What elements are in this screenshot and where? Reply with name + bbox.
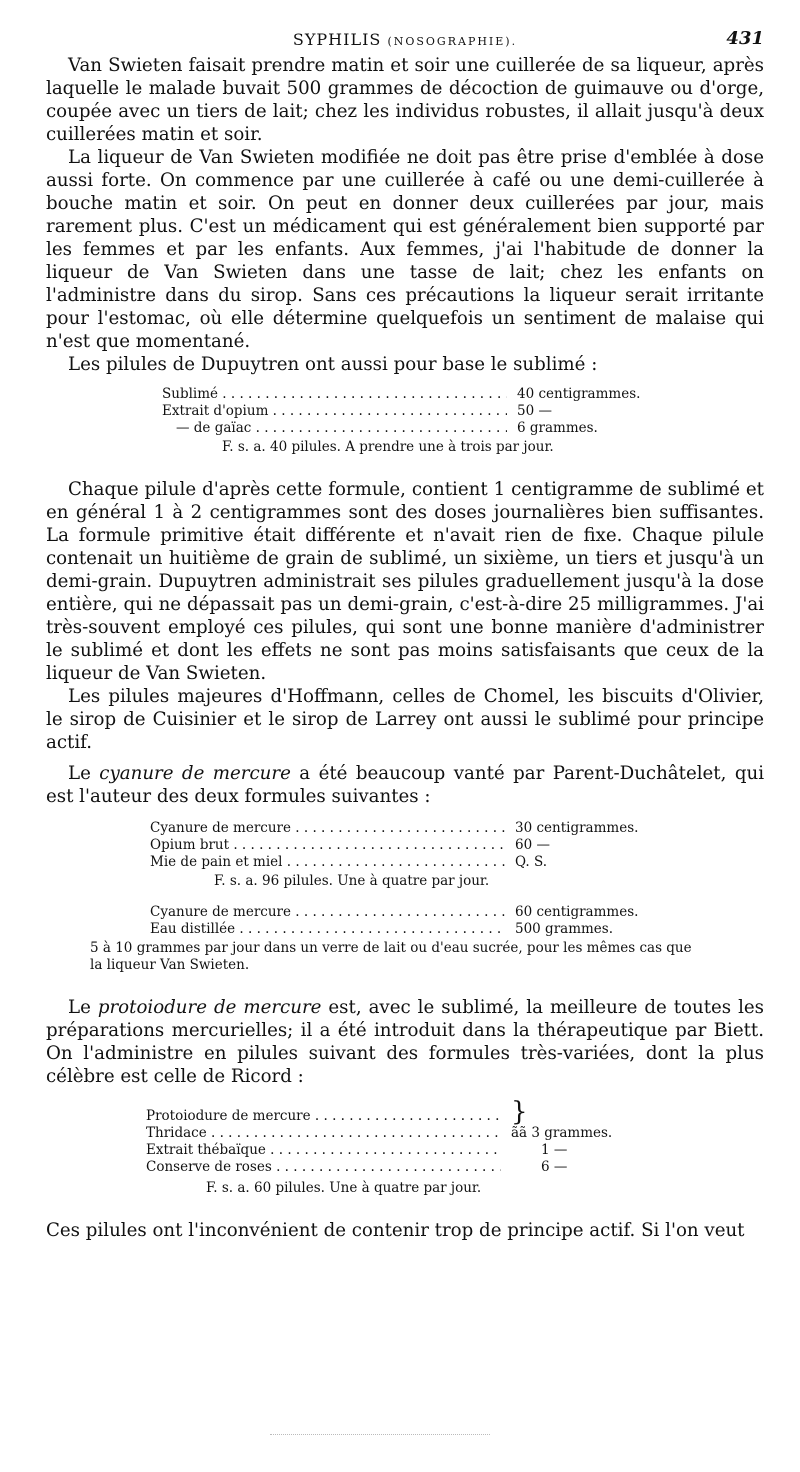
ingredient-qty: 500 grammes. <box>515 921 614 937</box>
ingredient-name: Mie de pain et miel <box>150 854 283 870</box>
formula-row <box>150 921 650 938</box>
formula-dupuytren <box>162 386 642 456</box>
formula-row <box>146 1159 666 1176</box>
formula-note: 5 à 10 grammes par jour dans un verre de lait ou d'eau sucrée, pour les mêmes cas que la liqueur Van Swieten. <box>90 940 692 973</box>
ingredient-name: Extrait d'opium <box>162 403 269 419</box>
emphasis-protoiodure: protoiodure de mercure <box>97 997 322 1018</box>
ingredient-qty: 60 centigrammes. <box>515 904 639 920</box>
formula-ricord <box>146 1097 666 1197</box>
formula-row <box>146 1125 666 1142</box>
formula-row <box>150 904 650 921</box>
ingredient-qty: Q. S. <box>515 854 548 870</box>
ingredient-name: Protoiodure de mercure <box>146 1108 311 1124</box>
ingredient-name: Thridace <box>146 1125 207 1141</box>
title-sub: (NOSOGRAPHIE). <box>387 35 518 48</box>
ingredient-qty: 1 — <box>541 1142 568 1158</box>
formula-row <box>162 386 642 403</box>
paragraph-3: Les pilules de Dupuytren ont aussi pour base le sublimé : <box>68 354 598 375</box>
formula-note: F. s. a. 96 pilules. Une à quatre par jour. <box>214 873 490 889</box>
formula-row <box>150 820 650 837</box>
paragraph-4: Chaque pilule d'après cette formule, contient 1 centigramme de sublimé et en général 1 à 2 centigrammes sont des doses journalières bien suffisantes. La formule primitive était différente et n'avait rien de fixe. Chaque pilule contenait un huitième de grain de sublimé, un sixième, un tiers et jusqu'à un demi-grain. Dupuytren administrait ses pilules graduellement jusqu'à la dose entière, qui ne dépassait pas un demi-grain, c'est-à-dire 25 milligrammes. J'ai très-souvent employé ces pilules, qui sont une bonne manière d'administrer le sublimé et dont les effets ne sont pas moins satisfaisants que ceux de la liqueur de Van Swieten. <box>46 479 764 684</box>
text-run: est, avec le sublimé, la meilleure de toutes les préparations mercurielles; il a été introduit dans la thérapeutique par Biett. On l'administre en pilules suivant des formules très-variées, dont la plus célèbre est celle de Ricord : <box>46 997 765 1087</box>
ingredient-qty: 60 — <box>515 837 550 853</box>
text-run: Le <box>68 997 98 1018</box>
document-page <box>46 26 764 1242</box>
paragraph-1: Van Swieten faisait prendre matin et soir une cuillerée de sa liqueur, après laquelle le malade buvait 500 grammes de décoction de guimauve ou d'orge, coupée avec un tiers de lait; chez les individus robustes, il allait jusqu'à deux cuillerées matin et soir. <box>46 55 764 145</box>
emphasis-cyanure: cyanure de mercure <box>99 763 291 784</box>
ingredient-qty: 6 — <box>541 1159 568 1175</box>
ingredient-name: Eau distillée <box>150 921 236 937</box>
ingredient-name: Cyanure de mercure <box>150 904 291 920</box>
ingredient-name: — de gaïac <box>176 420 252 436</box>
ingredient-qty: 6 grammes. <box>517 420 598 436</box>
running-header <box>46 26 764 54</box>
ingredient-name: Cyanure de mercure <box>150 820 291 836</box>
page-footer-mark <box>270 1434 490 1437</box>
formula-row <box>162 403 642 420</box>
ingredient-name: Extrait thébaïque <box>146 1142 266 1158</box>
formula-row <box>162 420 642 437</box>
ingredient-qty: ãã 3 grammes. <box>511 1125 613 1141</box>
ingredient-name: Conserve de roses <box>146 1159 272 1175</box>
paragraph-2: La liqueur de Van Swieten modifiée ne doit pas être prise d'emblée à dose aussi forte. On commence par une cuillerée à café ou une demi-cuillerée à bouche matin et soir. On peut en donner deux cuillerées par jour, mais rarement plus. C'est un médicament qui est généralement bien supporté par les femmes et par les enfants. Aux femmes, j'ai l'habitude de donner la liqueur de Van Swieten dans une tasse de lait; chez les enfants on l'administre dans du sirop. Sans ces précautions la liqueur serait irritante pour l'estomac, où elle détermine quelquefois un sentiment de malaise qui n'est que momentané. <box>46 147 764 352</box>
formula-row <box>150 854 650 871</box>
ingredient-qty: 30 centigrammes. <box>515 820 639 836</box>
paragraph-5: Les pilules majeures d'Hoffmann, celles de Chomel, les biscuits d'Olivier, le sirop de Cuisinier et le sirop de Larrey ont aussi le sublimé pour principe actif. <box>46 686 764 753</box>
paragraph-7 <box>46 996 764 1088</box>
paragraph-6 <box>46 762 764 808</box>
paragraph-8: Ces pilules ont l'inconvénient de contenir trop de principe actif. Si l'on veut <box>46 1220 745 1241</box>
brace-icon: } <box>511 1097 528 1127</box>
title-main: SYPHILIS <box>292 30 382 49</box>
ingredient-qty <box>501 1097 528 1127</box>
formula-row <box>146 1142 666 1159</box>
page-number: 431 <box>726 28 764 49</box>
running-title <box>46 30 764 49</box>
ingredient-qty: 50 — <box>517 403 552 419</box>
ingredient-name: Sublimé <box>162 386 219 402</box>
text-run: Le <box>68 763 100 784</box>
formula-note: F. s. a. 40 pilules. A prendre une à trois par jour. <box>222 439 554 455</box>
ingredient-name: Opium brut <box>150 837 230 853</box>
formula-cyanure-2 <box>150 904 650 938</box>
formula-row <box>146 1097 666 1127</box>
formula-row <box>150 837 650 854</box>
ingredient-qty: 40 centigrammes. <box>517 386 641 402</box>
formula-note: F. s. a. 60 pilules. Une à quatre par jour. <box>206 1180 482 1196</box>
formula-cyanure-1 <box>150 820 650 890</box>
text-run: a été beaucoup vanté par Parent-Duchâtelet, qui est l'auteur des deux formules suivantes : <box>46 763 765 807</box>
